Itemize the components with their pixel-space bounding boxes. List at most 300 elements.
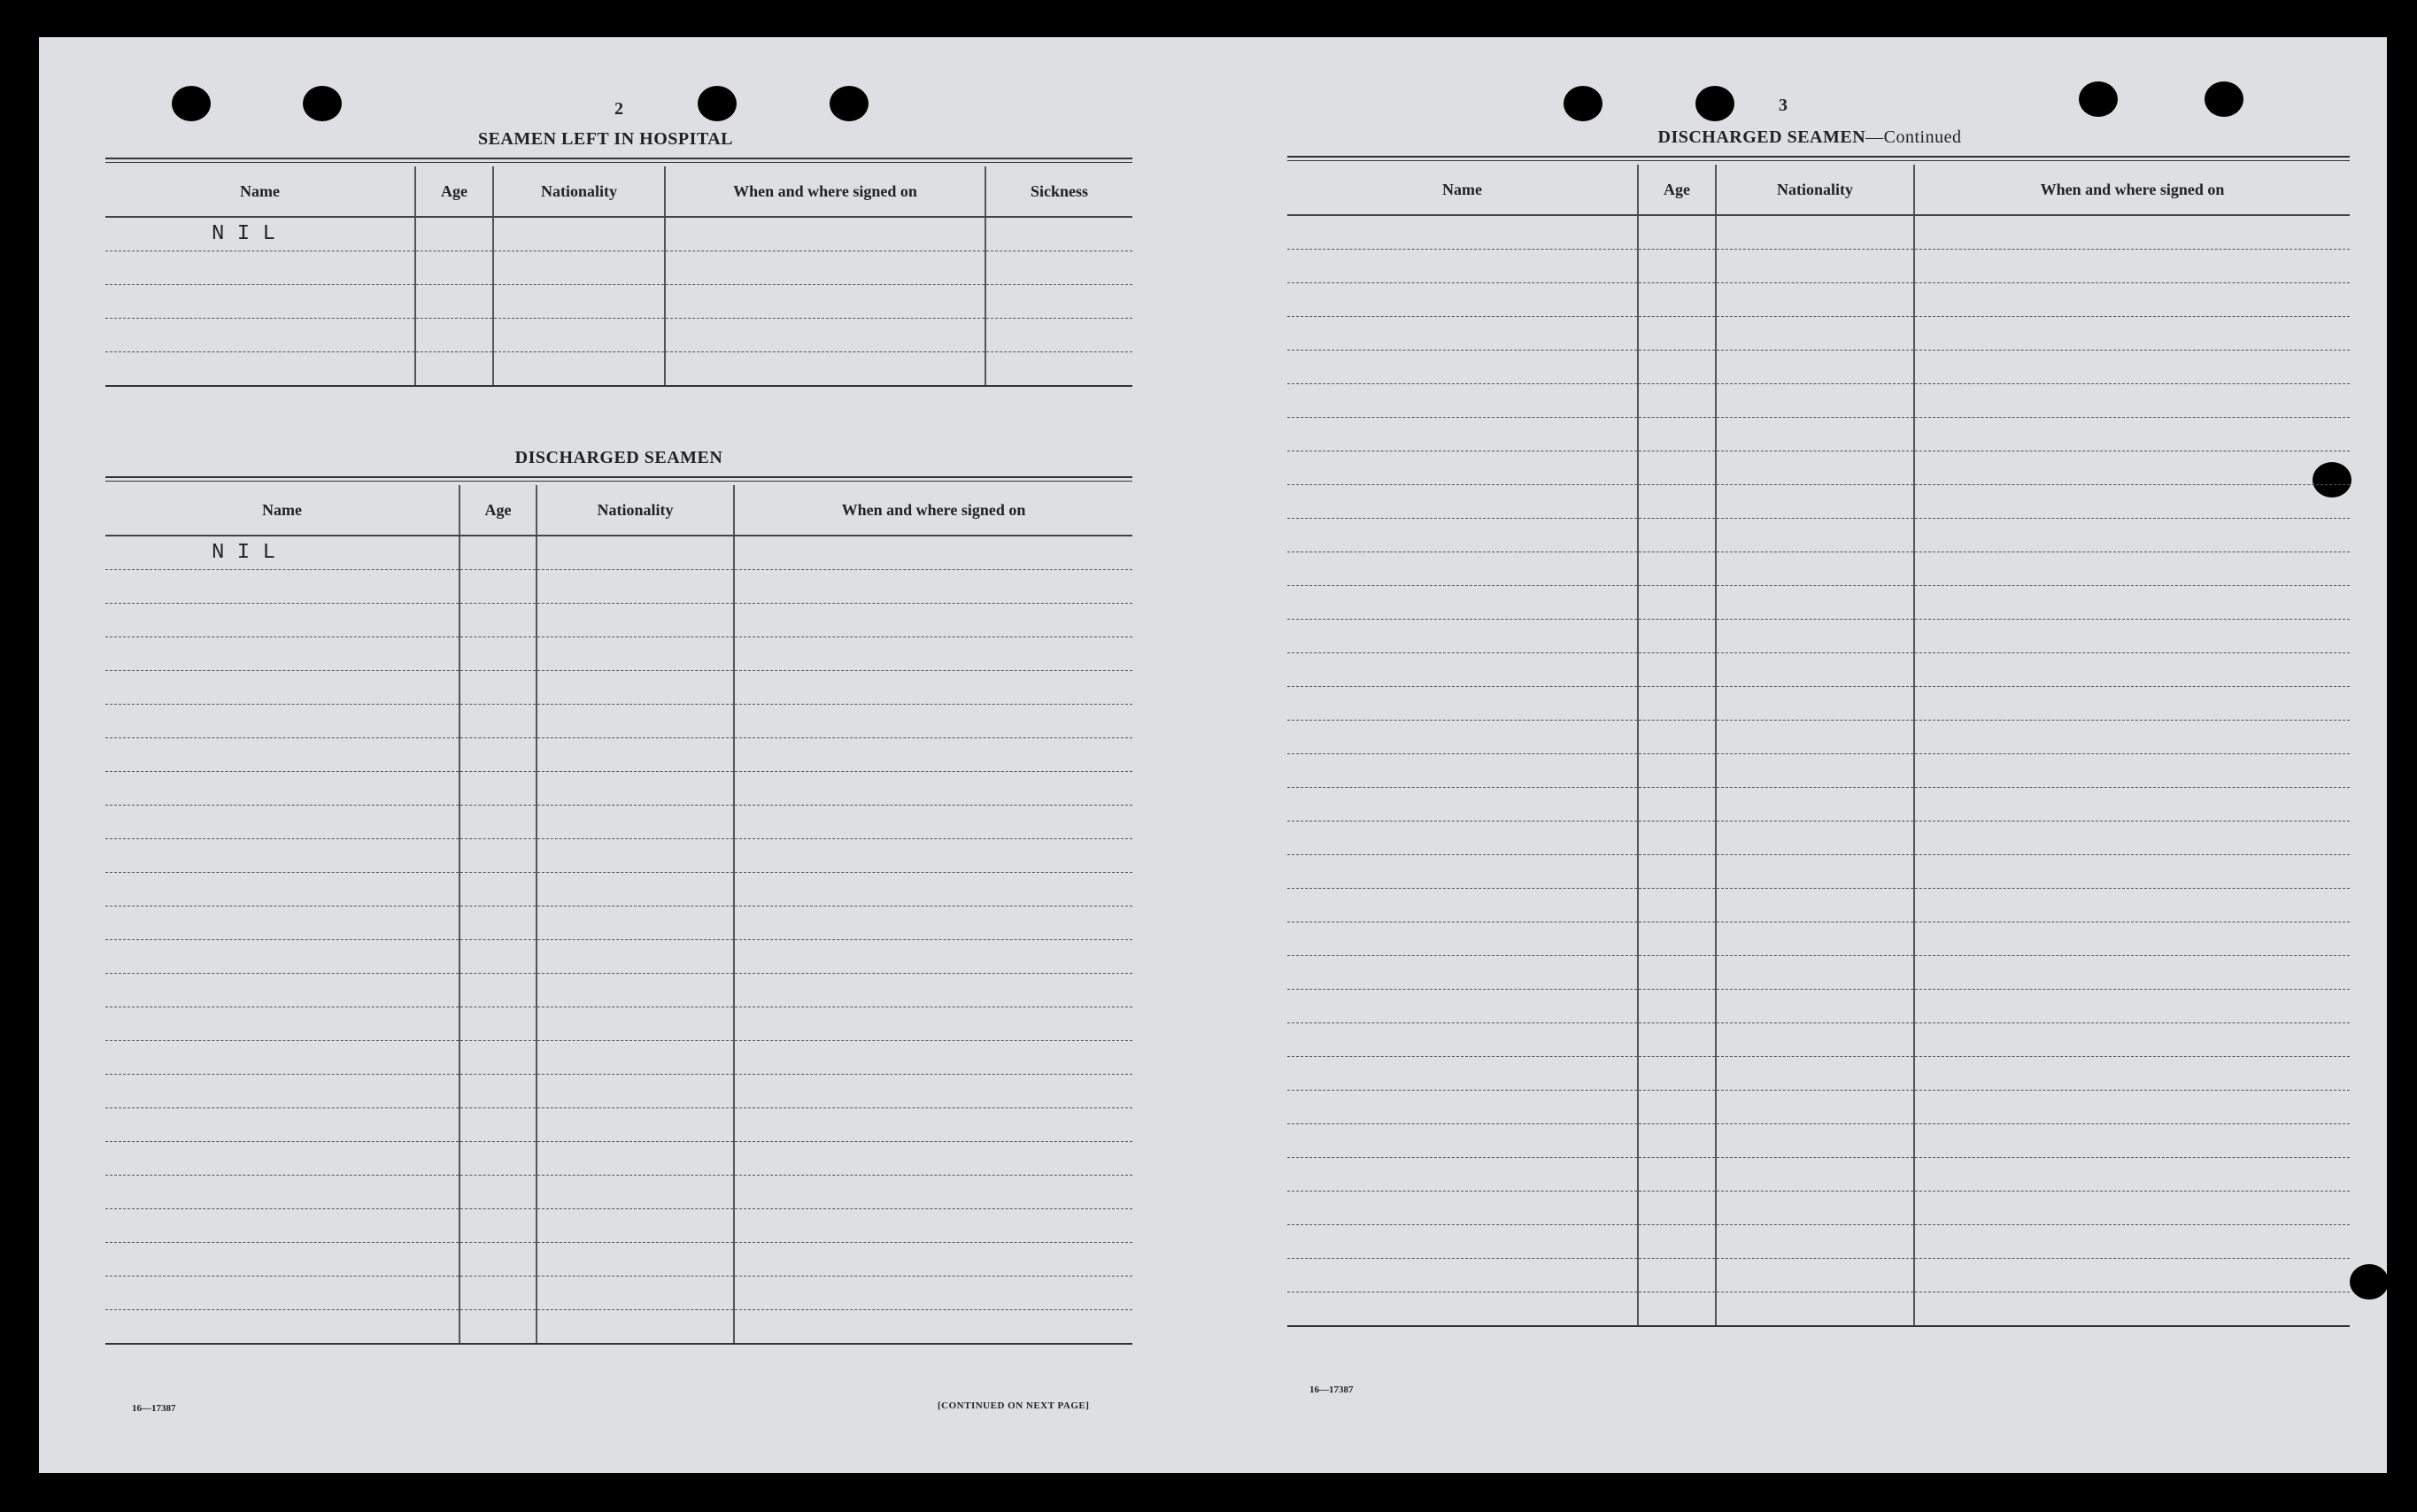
table-cell — [1287, 653, 1638, 687]
table-cell — [1638, 1091, 1716, 1124]
table-cell: N I L — [105, 536, 459, 570]
table-row — [105, 352, 1132, 387]
table-row — [105, 536, 1132, 570]
table-cell — [537, 604, 734, 637]
table-cell — [105, 671, 459, 705]
table-cell — [1914, 956, 2350, 990]
table-row — [105, 974, 1132, 1007]
table-row — [1287, 754, 2350, 788]
table-cell — [105, 1075, 459, 1108]
page-number: 2 — [614, 99, 623, 119]
table-cell — [734, 1142, 1132, 1176]
table-row — [105, 1277, 1132, 1310]
table-cell — [1287, 990, 1638, 1023]
table-cell — [1716, 855, 1914, 889]
table-cell — [1914, 351, 2350, 384]
table-row — [1287, 1023, 2350, 1057]
table-cell — [1914, 1057, 2350, 1091]
table-cell — [459, 974, 537, 1007]
table-cell — [1287, 1158, 1638, 1192]
table-cell — [1716, 215, 1914, 250]
table-cell — [459, 705, 537, 738]
column-header: Age — [459, 485, 537, 536]
table-cell — [1914, 1225, 2350, 1259]
table-cell — [105, 705, 459, 738]
table-cell — [1638, 889, 1716, 922]
punch-hole — [2350, 1264, 2389, 1300]
table-row — [105, 570, 1132, 604]
table-row — [1287, 586, 2350, 620]
table-row — [105, 319, 1132, 352]
table-cell — [537, 806, 734, 839]
table-row — [1287, 215, 2350, 250]
table-cell — [1716, 351, 1914, 384]
table-row — [1287, 1158, 2350, 1192]
column-header: Age — [415, 166, 493, 217]
column-header: When and where signed on — [734, 485, 1132, 536]
column-header: Age — [1638, 165, 1716, 215]
table-cell — [1716, 1091, 1914, 1124]
punch-hole — [2079, 81, 2118, 117]
table-row — [1287, 788, 2350, 822]
table-cell — [1914, 1292, 2350, 1327]
table-cell — [1287, 451, 1638, 485]
table-cell — [459, 1007, 537, 1041]
table-row — [105, 940, 1132, 974]
table-row — [1287, 1124, 2350, 1158]
table-cell — [1716, 1292, 1914, 1327]
table-cell — [105, 873, 459, 906]
table-cell — [1914, 552, 2350, 586]
table-cell — [1638, 215, 1716, 250]
table-cell — [1638, 922, 1716, 956]
table-cell — [537, 637, 734, 671]
table-cell — [665, 319, 985, 352]
table-cell — [734, 1007, 1132, 1041]
table-cell — [415, 251, 493, 285]
table-cell — [537, 1142, 734, 1176]
table-row — [105, 873, 1132, 906]
table-cell — [459, 1176, 537, 1209]
table-cell — [459, 604, 537, 637]
table-cell — [1716, 1124, 1914, 1158]
table-cell — [1638, 620, 1716, 653]
table-cell — [105, 1310, 459, 1345]
table-cell — [1716, 889, 1914, 922]
table-cell — [1638, 990, 1716, 1023]
form-number: 16—17387 — [132, 1403, 176, 1414]
table-row — [1287, 351, 2350, 384]
table-cell — [734, 1176, 1132, 1209]
column-header: When and where signed on — [1914, 165, 2350, 215]
table-cell — [1287, 822, 1638, 855]
table-cell — [537, 570, 734, 604]
table-cell — [459, 772, 537, 806]
table-cell — [1638, 519, 1716, 552]
table-cell — [1914, 418, 2350, 451]
table-cell — [1914, 754, 2350, 788]
double-rule — [105, 158, 1132, 163]
table-cell — [1638, 418, 1716, 451]
table-cell — [105, 319, 415, 352]
table-row — [1287, 384, 2350, 418]
table-cell — [1914, 519, 2350, 552]
table-row — [1287, 687, 2350, 721]
table-cell — [734, 1243, 1132, 1277]
table-row — [105, 738, 1132, 772]
table-cell — [537, 940, 734, 974]
table-cell — [734, 604, 1132, 637]
table-cell — [105, 1142, 459, 1176]
table-cell — [734, 536, 1132, 570]
table-row — [105, 806, 1132, 839]
table-cell — [459, 1108, 537, 1142]
table-cell — [1638, 754, 1716, 788]
table-cell — [415, 319, 493, 352]
page-number: 3 — [1779, 96, 1788, 115]
table-cell — [459, 637, 537, 671]
table-cell — [1638, 351, 1716, 384]
table-cell — [1914, 1091, 2350, 1124]
table-cell — [105, 1277, 459, 1310]
table-header-row — [105, 166, 1132, 217]
table-row — [105, 604, 1132, 637]
punch-hole — [1695, 86, 1734, 121]
table-row — [1287, 620, 2350, 653]
table-cell — [985, 251, 1132, 285]
table-cell — [105, 738, 459, 772]
table-cell — [537, 974, 734, 1007]
table-cell — [1287, 552, 1638, 586]
table-row — [1287, 990, 2350, 1023]
table-cell — [734, 637, 1132, 671]
table-cell — [1914, 250, 2350, 283]
table-cell — [1638, 822, 1716, 855]
table-cell — [1914, 687, 2350, 721]
column-header: Nationality — [493, 166, 665, 217]
table-cell — [1638, 956, 1716, 990]
table-cell — [985, 217, 1132, 251]
table-cell — [493, 319, 665, 352]
table-cell — [1638, 1192, 1716, 1225]
table-row — [1287, 822, 2350, 855]
table-cell — [734, 940, 1132, 974]
section-title-text: DISCHARGED SEAMEN — [1657, 127, 1866, 147]
table-cell — [1287, 586, 1638, 620]
table-row — [105, 772, 1132, 806]
table-row — [105, 705, 1132, 738]
table-cell — [105, 806, 459, 839]
table-cell — [1716, 418, 1914, 451]
table-cell — [105, 839, 459, 873]
table-cell — [1638, 1225, 1716, 1259]
table-cell — [734, 1209, 1132, 1243]
table-cell — [1716, 653, 1914, 687]
table-cell — [459, 1209, 537, 1243]
table-cell — [734, 1041, 1132, 1075]
continued-suffix: —Continued — [1865, 127, 1962, 147]
table-cell — [537, 1041, 734, 1075]
table-cell — [1287, 519, 1638, 552]
table-cell — [459, 906, 537, 940]
table-cell — [105, 1243, 459, 1277]
table-cell — [1638, 384, 1716, 418]
table-cell — [105, 1108, 459, 1142]
discharged-table — [105, 485, 1132, 1345]
table-cell — [665, 217, 985, 251]
table-cell — [1914, 1023, 2350, 1057]
table-cell — [415, 285, 493, 319]
table-cell — [105, 637, 459, 671]
table-row — [1287, 956, 2350, 990]
table-cell — [459, 1075, 537, 1108]
table-cell — [105, 1007, 459, 1041]
table-row — [1287, 653, 2350, 687]
table-cell — [1287, 485, 1638, 519]
table-cell — [1716, 451, 1914, 485]
table-cell — [1638, 721, 1716, 754]
table-row — [105, 637, 1132, 671]
table-cell — [1287, 1225, 1638, 1259]
table-cell — [985, 319, 1132, 352]
table-cell — [734, 906, 1132, 940]
table-cell — [1638, 1259, 1716, 1292]
table-cell — [459, 940, 537, 974]
table-cell — [1716, 283, 1914, 317]
table-cell — [459, 536, 537, 570]
table-cell — [1716, 250, 1914, 283]
table-row — [105, 1310, 1132, 1345]
table-cell — [734, 705, 1132, 738]
table-cell — [459, 873, 537, 906]
table-cell — [1716, 317, 1914, 351]
punch-hole — [698, 86, 737, 121]
table-cell — [985, 352, 1132, 387]
table-row — [105, 906, 1132, 940]
table-cell — [1287, 721, 1638, 754]
table-cell — [493, 217, 665, 251]
table-cell — [1914, 451, 2350, 485]
table-cell — [734, 671, 1132, 705]
table-row — [1287, 250, 2350, 283]
table-row — [105, 1142, 1132, 1176]
table-cell — [1638, 687, 1716, 721]
table-row — [1287, 721, 2350, 754]
table-cell — [1638, 283, 1716, 317]
table-cell — [1914, 788, 2350, 822]
table-row — [105, 1108, 1132, 1142]
table-cell — [1638, 485, 1716, 519]
discharged-continued-title — [1270, 127, 2350, 148]
table-cell — [1638, 552, 1716, 586]
table-cell — [1716, 1158, 1914, 1192]
table-cell — [537, 1310, 734, 1345]
table-cell — [105, 251, 415, 285]
table-row — [1287, 283, 2350, 317]
table-row — [105, 839, 1132, 873]
table-cell — [105, 906, 459, 940]
table-cell — [459, 839, 537, 873]
table-cell — [734, 772, 1132, 806]
hospital-table — [105, 166, 1132, 387]
table-cell — [1914, 1124, 2350, 1158]
table-cell — [1287, 351, 1638, 384]
table-cell — [1287, 384, 1638, 418]
table-cell — [1287, 1023, 1638, 1057]
table-cell — [493, 285, 665, 319]
table-cell — [1287, 956, 1638, 990]
table-header-row — [105, 485, 1132, 536]
table-cell — [734, 1075, 1132, 1108]
table-cell — [1914, 889, 2350, 922]
table-cell — [1914, 1192, 2350, 1225]
table-cell — [665, 251, 985, 285]
table-row — [1287, 519, 2350, 552]
table-row — [1287, 922, 2350, 956]
table-cell — [734, 839, 1132, 873]
table-row — [105, 1243, 1132, 1277]
discharged-continued-table — [1287, 165, 2350, 1327]
table-cell — [537, 1176, 734, 1209]
form-number: 16—17387 — [1309, 1385, 1354, 1395]
table-cell — [105, 570, 459, 604]
table-cell — [537, 1075, 734, 1108]
table-cell — [1716, 485, 1914, 519]
table-cell — [1638, 317, 1716, 351]
table-cell — [537, 1007, 734, 1041]
table-cell — [1287, 687, 1638, 721]
table-cell — [1716, 788, 1914, 822]
table-cell — [985, 285, 1132, 319]
table-cell — [1716, 822, 1914, 855]
table-cell — [1914, 586, 2350, 620]
table-cell — [537, 839, 734, 873]
table-cell — [105, 1041, 459, 1075]
table-cell — [459, 1277, 537, 1310]
table-cell — [1716, 384, 1914, 418]
table-cell — [1914, 317, 2350, 351]
table-cell — [537, 1243, 734, 1277]
table-cell — [1638, 451, 1716, 485]
table-cell — [459, 671, 537, 705]
table-cell — [1716, 1192, 1914, 1225]
discharged-section-title: DISCHARGED SEAMEN — [514, 448, 723, 467]
table-row — [105, 671, 1132, 705]
table-cell — [734, 1310, 1132, 1345]
table-row — [105, 285, 1132, 319]
table-cell — [1716, 620, 1914, 653]
table-cell — [459, 806, 537, 839]
table-cell — [1914, 1158, 2350, 1192]
hospital-section-title: SEAMEN LEFT IN HOSPITAL — [477, 129, 734, 149]
punch-hole — [2205, 81, 2243, 117]
table-cell — [1716, 1023, 1914, 1057]
column-header: When and where signed on — [665, 166, 985, 217]
table-row — [105, 1041, 1132, 1075]
table-row — [1287, 1192, 2350, 1225]
table-row — [1287, 451, 2350, 485]
table-row — [1287, 317, 2350, 351]
double-rule — [105, 476, 1132, 482]
table-cell — [1914, 1259, 2350, 1292]
column-header: Nationality — [1716, 165, 1914, 215]
table-cell — [105, 285, 415, 319]
table-cell — [1638, 586, 1716, 620]
table-cell — [493, 251, 665, 285]
table-cell — [734, 570, 1132, 604]
table-cell — [1287, 1259, 1638, 1292]
table-row — [105, 251, 1132, 285]
table-cell — [1287, 788, 1638, 822]
table-cell — [459, 1041, 537, 1075]
table-cell — [1716, 1259, 1914, 1292]
table-row — [1287, 1259, 2350, 1292]
table-cell — [1716, 1057, 1914, 1091]
table-row — [105, 1007, 1132, 1041]
table-cell — [1716, 687, 1914, 721]
double-rule — [1287, 156, 2350, 161]
table-cell — [734, 1277, 1132, 1310]
table-cell — [459, 1142, 537, 1176]
table-cell — [1638, 1292, 1716, 1327]
table-cell — [537, 1277, 734, 1310]
table-cell — [1914, 822, 2350, 855]
continued-note: [CONTINUED ON NEXT PAGE] — [938, 1400, 1090, 1411]
table-cell — [665, 285, 985, 319]
table-cell — [537, 671, 734, 705]
table-cell — [459, 1310, 537, 1345]
table-cell — [1287, 1124, 1638, 1158]
table-cell — [1914, 990, 2350, 1023]
table-cell — [1638, 788, 1716, 822]
table-cell — [105, 604, 459, 637]
table-cell — [1638, 250, 1716, 283]
table-cell — [1914, 283, 2350, 317]
table-cell — [1287, 215, 1638, 250]
table-cell — [459, 1243, 537, 1277]
table-cell — [105, 772, 459, 806]
table-row — [105, 1209, 1132, 1243]
table-cell — [1287, 418, 1638, 451]
table-cell — [105, 352, 415, 387]
table-cell — [1287, 283, 1638, 317]
punch-hole — [303, 86, 342, 121]
table-row — [1287, 1292, 2350, 1327]
table-cell — [1716, 754, 1914, 788]
table-cell — [537, 1209, 734, 1243]
table-cell — [1914, 620, 2350, 653]
table-cell — [1287, 1091, 1638, 1124]
table-cell — [1716, 721, 1914, 754]
table-row — [105, 1176, 1132, 1209]
table-cell — [1914, 721, 2350, 754]
document-sheet — [39, 37, 2387, 1473]
table-cell — [1914, 485, 2350, 519]
table-row — [1287, 1091, 2350, 1124]
table-cell — [105, 974, 459, 1007]
table-cell — [734, 1108, 1132, 1142]
column-header: Name — [105, 166, 415, 217]
table-cell — [1287, 317, 1638, 351]
punch-hole — [830, 86, 869, 121]
table-row — [1287, 1225, 2350, 1259]
table-cell — [1914, 922, 2350, 956]
table-cell: N I L — [105, 217, 415, 251]
table-cell — [734, 974, 1132, 1007]
table-cell — [734, 738, 1132, 772]
table-cell — [1716, 956, 1914, 990]
table-row — [105, 1075, 1132, 1108]
